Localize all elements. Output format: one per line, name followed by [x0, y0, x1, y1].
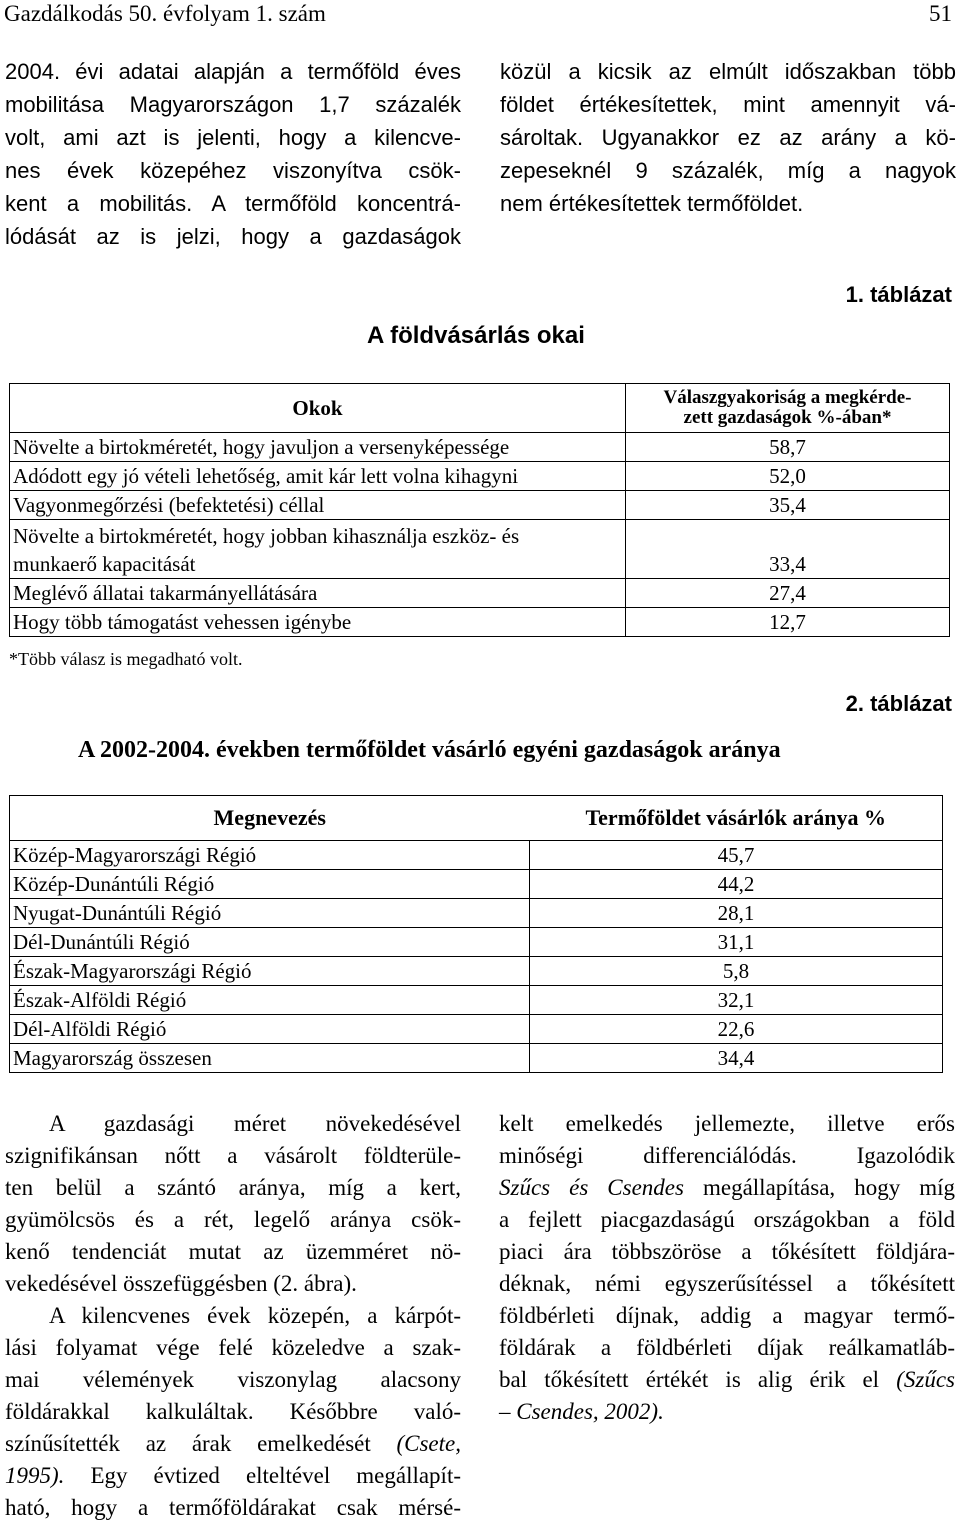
- row-value: 45,7: [530, 841, 943, 870]
- row-value: 34,4: [530, 1044, 943, 1073]
- table1-footnote: *Több válasz is megadható volt.: [9, 649, 243, 669]
- citation: (Csete,: [396, 1431, 461, 1456]
- row-label: Hogy több támogatást vehessen igénybe: [10, 608, 626, 637]
- row-label: Adódott egy jó vételi lehetőség, amit kár lett volna kihagyni: [10, 462, 626, 491]
- row-label: Magyarország összesen: [10, 1044, 530, 1073]
- text-line: színűsítették az árak emelkedését (Csete,: [5, 1431, 461, 1456]
- text-line: ható, hogy a termőföldárakat csak mérsé-: [5, 1495, 461, 1520]
- table-header-row: [10, 384, 950, 433]
- text-line: földárak a földbérleti díjak reálkamatláb-: [499, 1335, 955, 1360]
- row-value: 22,6: [530, 1015, 943, 1044]
- row-value: 35,4: [626, 491, 950, 520]
- table-row: [10, 841, 943, 870]
- row-label: Dél-Dunántúli Régió: [10, 928, 530, 957]
- row-label: Növelte a birtokméretét, hogy javuljon a versenyképessége: [10, 433, 626, 462]
- text-line: zepeseknél 9 százalék, míg a nagyok: [500, 158, 956, 183]
- text-line: földet értékesítettek, mint amennyit vá-: [500, 92, 956, 117]
- row-label: Közép-Dunántúli Régió: [10, 870, 530, 899]
- text-line: 2004. évi adatai alapján a termőföld éves: [5, 59, 461, 84]
- text-line: gyümölcsös és a rét, legelő aránya csök-: [5, 1207, 461, 1232]
- column-header-share: Termőföldet vásárlók aránya %: [530, 796, 943, 841]
- column-header-name: Megnevezés: [10, 796, 530, 841]
- citation: – Csendes, 2002).: [499, 1399, 664, 1424]
- table1-title: A földvásárlás okai: [367, 322, 585, 349]
- text-line: [499, 1396, 955, 1428]
- text-line: kelt emelkedés jellemezte, illetve erős: [499, 1111, 955, 1136]
- table-row: [10, 928, 943, 957]
- text-line: sároltak. Ugyanakkor ez az arány a kö-: [500, 125, 956, 150]
- table1-number: 1. táblázat: [845, 282, 952, 307]
- table-row: [10, 870, 943, 899]
- page-number: 51: [929, 1, 952, 26]
- row-value: 44,2: [530, 870, 943, 899]
- row-value: 58,7: [626, 433, 950, 462]
- text-line: mobilitása Magyarországon 1,7 százalék: [5, 92, 461, 117]
- row-label: Vagyonmegőrzési (befektetési) céllal: [10, 491, 626, 520]
- text-line: ten belül a szántó aránya, míg a kert,: [5, 1175, 461, 1200]
- bottom-text-left-column: [5, 1108, 461, 1524]
- text-line: a fejlett piacgazdaságú országokban a föld: [499, 1207, 955, 1232]
- table-row: [10, 608, 950, 637]
- text-line: mai vélemények viszonylag alacsony: [5, 1367, 461, 1392]
- table2-number: 2. táblázat: [845, 691, 952, 716]
- top-text-right-column: [500, 55, 956, 220]
- table-row: [10, 433, 950, 462]
- text-line: lódását az is jelzi, hogy a gazdaságok: [5, 224, 461, 249]
- row-label: Növelte a birtokméretét, hogy jobban kihasználja eszköz- és munkaerő kapacitását: [10, 520, 626, 579]
- row-label: Közép-Magyarországi Régió: [10, 841, 530, 870]
- journal-header: Gazdálkodás 50. évfolyam 1. szám: [4, 1, 326, 26]
- text-line: kent a mobilitás. A termőföld koncentrá-: [5, 191, 461, 216]
- row-value: 5,8: [530, 957, 943, 986]
- text-line: nem értékesítettek termőföldet.: [500, 191, 804, 216]
- citation: (Szűcs: [896, 1367, 955, 1392]
- table-row: [10, 579, 950, 608]
- row-label: Észak-Alföldi Régió: [10, 986, 530, 1015]
- text-line: volt, ami azt is jelenti, hogy a kilencve-: [5, 125, 461, 150]
- row-value: 12,7: [626, 608, 950, 637]
- text-line: 1995). Egy évtized elteltével megállapít-: [5, 1463, 461, 1488]
- text-line: vekedésével összefüggésben (2. ábra).: [5, 1271, 357, 1296]
- table-row: [10, 520, 950, 579]
- column-header-okok: Okok: [10, 384, 626, 433]
- text-line: A kilencvenes évek közepén, a kárpót-: [49, 1303, 461, 1328]
- text-line: földárakkal kalkuláltak. Későbbre való-: [5, 1399, 461, 1424]
- text-line: közül a kicsik az elmúlt időszakban több: [500, 59, 956, 84]
- table-row: [10, 1044, 943, 1073]
- row-value: 31,1: [530, 928, 943, 957]
- table2-title: A 2002-2004. években termőföldet vásárló egyéni gazdaságok aránya: [78, 737, 781, 763]
- text-line: déknak, némi egyszerűsítéssel a tőkésített: [499, 1271, 955, 1296]
- table-row: [10, 986, 943, 1015]
- text-line: bal tőkésített értékét is alig érik el (Szűcs: [499, 1367, 955, 1392]
- row-value: 28,1: [530, 899, 943, 928]
- text-line: minőségi differenciálódás. Igazolódik: [499, 1143, 955, 1168]
- bottom-text-right-column: [499, 1108, 955, 1428]
- table-row: [10, 491, 950, 520]
- table1: [9, 383, 950, 637]
- table-row: [10, 899, 943, 928]
- text-line: Szűcs és Csendes megállapítása, hogy míg: [499, 1175, 955, 1200]
- table-row: [10, 462, 950, 491]
- row-value: 33,4: [626, 520, 950, 579]
- text-line: kenő tendenciát mutat az üzemméret nö-: [5, 1239, 461, 1264]
- table2: [9, 795, 943, 1073]
- row-label: Meglévő állatai takarmányellátására: [10, 579, 626, 608]
- text-line: szignifikánsan nőtt a vásárolt földterüle-: [5, 1143, 461, 1168]
- row-value: 52,0: [626, 462, 950, 491]
- table-row: [10, 1015, 943, 1044]
- column-header-frequency: Válaszgyakoriság a megkérde- zett gazdaságok %-ában*: [626, 384, 950, 433]
- table-row: [10, 957, 943, 986]
- citation: Szűcs és Csendes: [499, 1175, 684, 1200]
- row-value: 27,4: [626, 579, 950, 608]
- text-line: A gazdasági méret növekedésével: [49, 1111, 461, 1136]
- row-label: Dél-Alföldi Régió: [10, 1015, 530, 1044]
- top-text-left-column: [5, 55, 461, 253]
- table-header-row: [10, 796, 943, 841]
- row-value: 32,1: [530, 986, 943, 1015]
- text-line: lási folyamat vége felé közeledve a szak-: [5, 1335, 461, 1360]
- text-line: piaci ára többszöröse a tőkésített földjára-: [499, 1239, 955, 1264]
- text-line: földbérleti díjnak, addig a magyar termő-: [499, 1303, 955, 1328]
- row-label: Nyugat-Dunántúli Régió: [10, 899, 530, 928]
- row-label: Észak-Magyarországi Régió: [10, 957, 530, 986]
- citation: 1995).: [5, 1463, 65, 1488]
- text-line: nes évek közepéhez viszonyítva csök-: [5, 158, 461, 183]
